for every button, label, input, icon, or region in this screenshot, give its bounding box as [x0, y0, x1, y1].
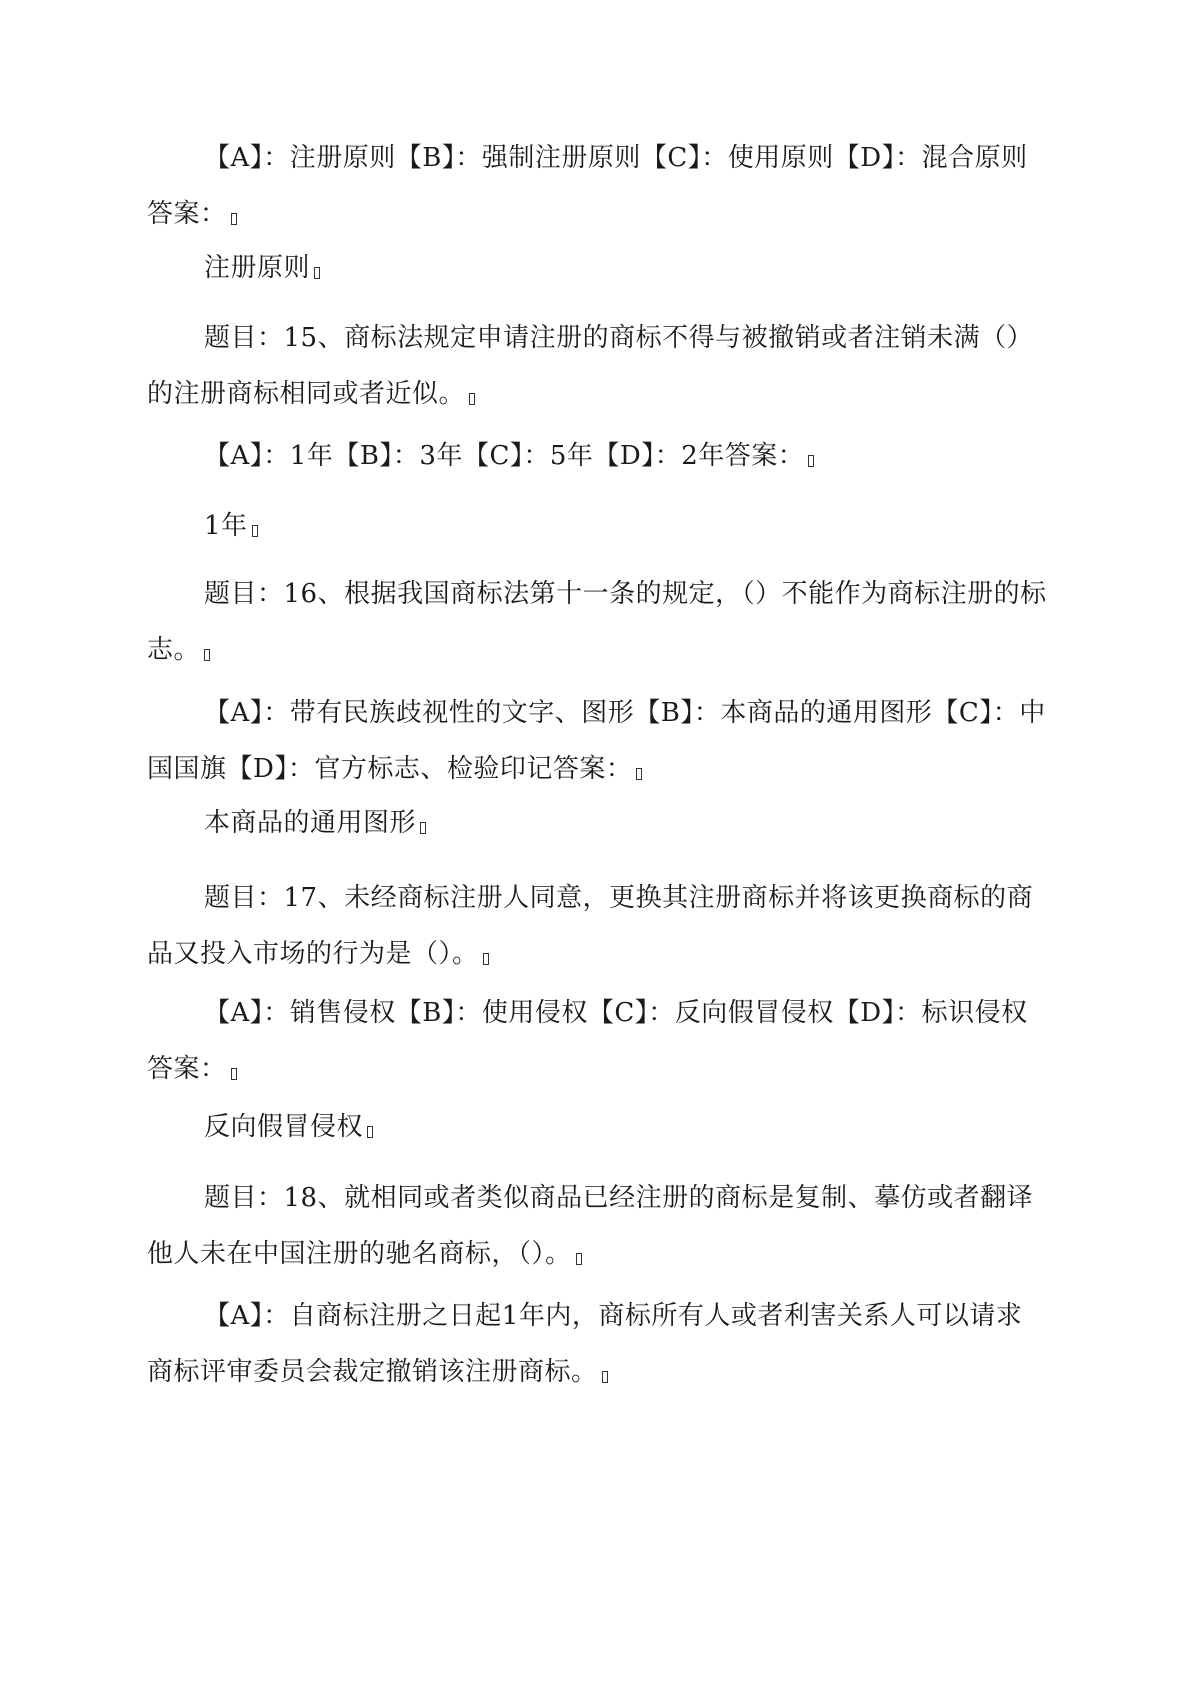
question-17-answer: [147, 1099, 1047, 1155]
question-15-options: [147, 428, 1047, 484]
paragraph-end-mark: [231, 1068, 237, 1080]
paragraph-text: 【A】：带有民族歧视性的文字、图形【B】：本商品的通用图形【C】：中国国旗【D】：官方标志、检验印记答案：: [147, 698, 1046, 784]
paragraph-text: 注册原则: [204, 253, 311, 283]
paragraph-text: 题目：15、商标法规定申请注册的商标不得与被撤销或者注销未满（）的注册商标相同或者近似。: [147, 323, 1034, 409]
paragraph-text: 题目：17、未经商标注册人同意，更换其注册商标并将该更换商标的商品又投入市场的行为是（）。: [147, 883, 1034, 969]
paragraph-end-mark: [576, 1253, 582, 1265]
question-14-answer: [147, 240, 1047, 296]
question-17-options: [147, 985, 1047, 1097]
paragraph-end-mark: [204, 649, 210, 661]
paragraph-end-mark: [808, 455, 814, 467]
paragraph-text: 题目：16、根据我国商标法第十一条的规定，（）不能作为商标注册的标志。: [147, 579, 1047, 665]
question-17: [147, 870, 1047, 982]
paragraph-text: 1年: [204, 511, 248, 541]
paragraph-text: 本商品的通用图形: [204, 808, 417, 838]
paragraph-end-mark: [231, 213, 237, 225]
question-15: [147, 310, 1047, 422]
paragraph-text: 反向假冒侵权: [204, 1112, 364, 1142]
paragraph-end-mark: [252, 525, 258, 537]
paragraph-end-mark: [420, 822, 426, 834]
paragraph-end-mark: [367, 1126, 373, 1138]
question-14-options: [147, 130, 1047, 242]
question-16: [147, 566, 1047, 678]
paragraph-text: 【A】：注册原则【B】：强制注册原则【C】：使用原则【D】：混合原则答案：: [147, 143, 1028, 229]
question-16-options: [147, 685, 1047, 797]
paragraph-end-mark: [636, 768, 642, 780]
paragraph-text: 【A】：自商标注册之日起1年内，商标所有人或者利害关系人可以请求商标评审委员会裁定撤销该注册商标。: [147, 1301, 1023, 1387]
question-18: [147, 1170, 1047, 1282]
question-16-answer: [147, 795, 1047, 851]
paragraph-end-mark: [483, 953, 489, 965]
paragraph-end-mark: [469, 393, 475, 405]
paragraph-text: 题目：18、就相同或者类似商品已经注册的商标是复制、摹仿或者翻译他人未在中国注册的驰名商标，（）。: [147, 1183, 1034, 1269]
paragraph-end-mark: [602, 1371, 608, 1383]
paragraph-text: 【A】：1年【B】：3年【C】：5年【D】：2年答案：: [204, 441, 805, 471]
question-15-answer: [147, 498, 1047, 554]
paragraph-text: 【A】：销售侵权【B】：使用侵权【C】：反向假冒侵权【D】：标识侵权答案：: [147, 998, 1028, 1084]
paragraph-end-mark: [314, 267, 320, 279]
question-18-option-a: [147, 1288, 1047, 1400]
